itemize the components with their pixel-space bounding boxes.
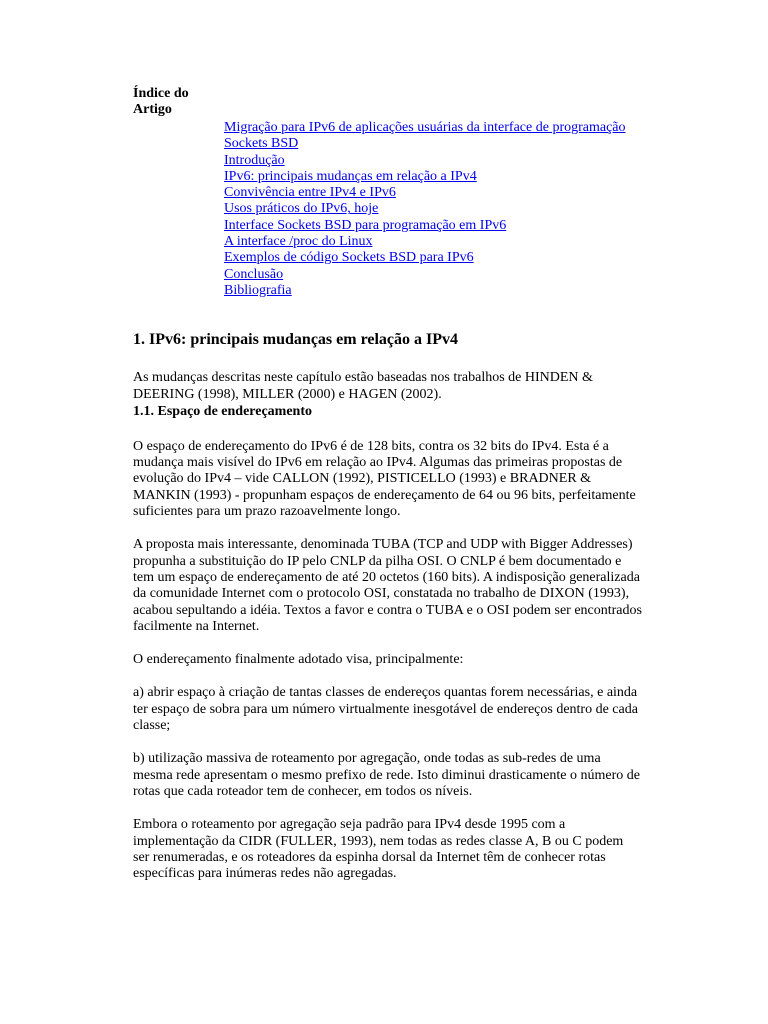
toc-link-usos-praticos[interactable]: Usos práticos do IPv6, hoje [224,201,379,217]
toc-item [224,153,643,169]
toc-item [224,234,643,250]
toc-item [224,169,643,185]
toc-link-interface-sockets[interactable]: Interface Sockets BSD para programação em IPv6 [224,217,507,233]
section-title: 1. IPv6: principais mudanças em relação a IPv4 [133,331,459,349]
toc-link-migracao[interactable]: Migração para IPv6 de aplicações usuárias da interface de programação Sockets BSD [224,120,626,152]
paragraph: O endereçamento finalmente adotado visa, principalmente: [133,652,464,668]
toc-item [224,185,643,201]
paragraph: a) abrir espaço à criação de tantas classes de endereços quantas forem necessárias, e ainda ter espaço de sobra para um número virtualmente inesgotável de endereços dentro de cada classe; [133,685,638,734]
paragraph: Embora o roteamento por agregação seja padrão para IPv4 desde 1995 com a implementação da CIDR (FULLER, 1993), nem todas as redes classe A, B ou C podem ser renumeradas, e os roteadores da espinha dorsal da Internet têm de conhecer rotas específicas para inúmeras redes não agregadas. [133,817,624,882]
toc-link-introducao[interactable]: Introdução [224,152,285,168]
toc-item [224,201,643,217]
toc-item [224,283,643,299]
toc-link-proc-linux[interactable]: A interface /proc do Linux [224,234,373,250]
toc-link-bibliografia[interactable]: Bibliografia [224,282,292,298]
paragraph: b) utilização massiva de roteamento por agregação, onde todas as sub-redes de uma mesma rede apresentam o mesmo prefixo de rede. Isto diminui drasticamente o número de rotas que cada roteador tem de conhecer, em todos os níveis. [133,751,640,799]
paragraph: A proposta mais interessante, denominada TUBA (TCP and UDP with Bigger Addresses) propunha a substituição do IP pelo CNLP da pilha OSI. O CNLP é bem documentado e tem um espaço de endereçamento de até 20 octetos (160 bits). A indisposição generalizada da comunidade Internet com o protocolo OSI, constatada no trabalho de DIXON (1993), acabou sepultando a idéia. Textos a favor e contra o TUBA e o OSI podem ser encontrados facilmente na Internet. [133,537,642,634]
toc-heading: Índice do Artigo [133,86,189,117]
toc-item [224,218,643,234]
toc-item [224,250,643,266]
toc-link-ipv6-mudancas[interactable]: IPv6: principais mudanças em relação a IPv4 [224,168,477,184]
toc-item [224,267,643,283]
toc-link-exemplos-codigo[interactable]: Exemplos de código Sockets BSD para IPv6 [224,250,474,266]
article-page [133,86,643,882]
section-intro: As mudanças descritas neste capítulo estão baseadas nos trabalhos de HINDEN & DEERING (1998), MILLER (2000) e HAGEN (2002). [133,370,593,402]
paragraph: O espaço de endereçamento do IPv6 é de 128 bits, contra os 32 bits do IPv4. Esta é a mudança mais visível do IPv6 em relação ao IPv4. Algumas das primeiras propostas de evolução do IPv4 – vide CALLON (1992), PISTICELLO (1993) e BRADNER & MANKIN (1993) - propunham espaços de endereçamento de 64 ou 96 bits, perfeitamente suficientes para um prazo razoavelmente longo. [133,438,636,520]
toc-link-conclusao[interactable]: Conclusão [224,266,284,282]
toc-link-convivencia[interactable]: Convivência entre IPv4 e IPv6 [224,185,396,201]
toc-item [224,120,643,153]
subsection-title: 1.1. Espaço de endereçamento [133,403,312,419]
toc-list [224,120,643,299]
